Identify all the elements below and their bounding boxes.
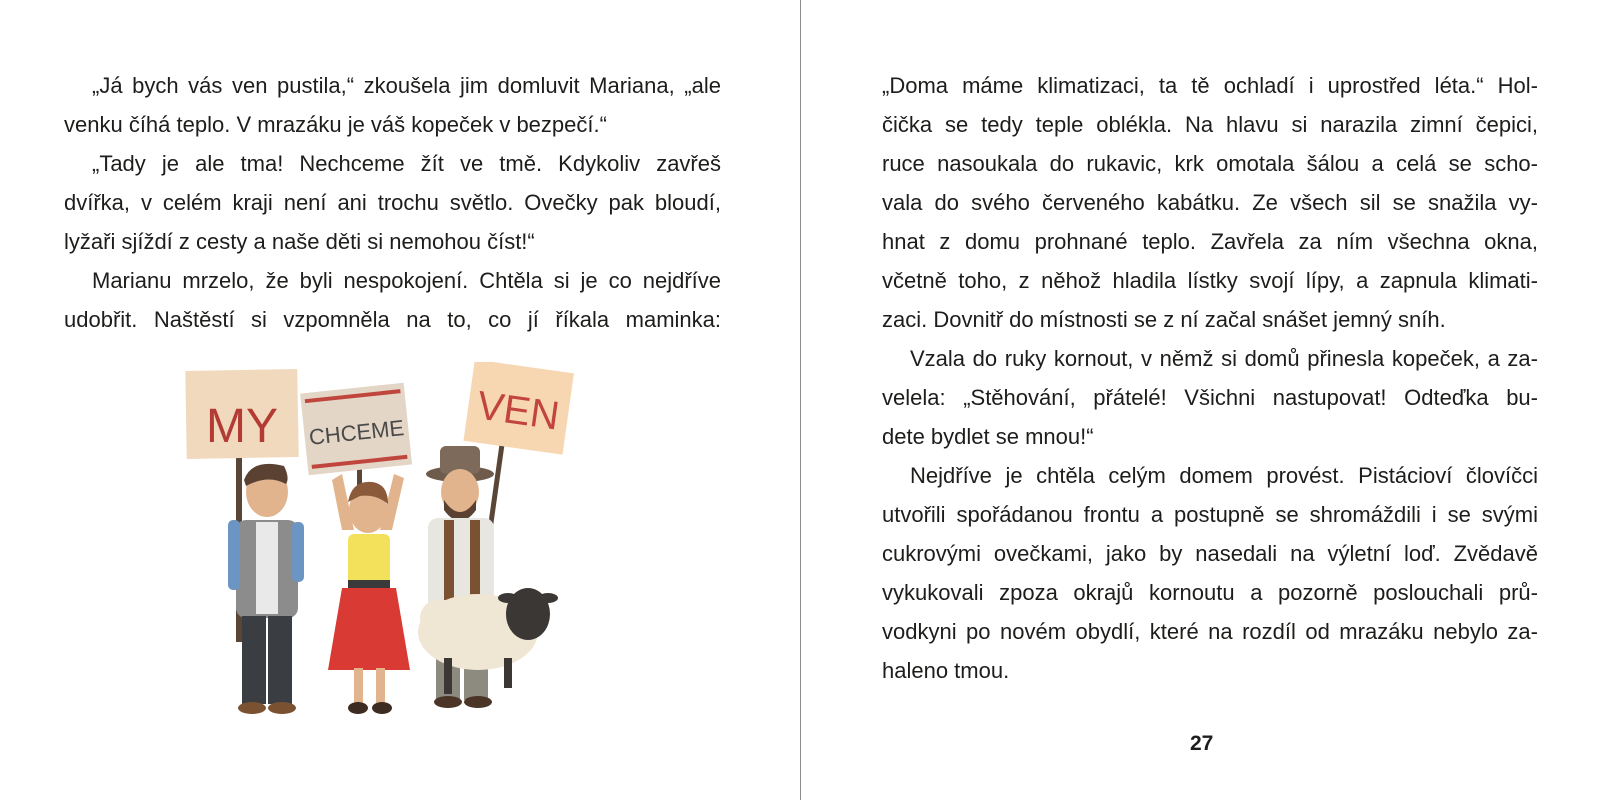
text-line: Marianu mrzelo, že byli nespokojení. Chtěla si je co nejdříve [92,268,721,293]
text-line: „Doma máme klimatizaci, ta tě ochladí i uprostřed léta.“ Hol- [882,73,1538,98]
sign-my [185,369,299,459]
text-line: venku číhá teplo. V mrazáku je váš kopeček v bezpečí.“ [64,112,607,137]
page-number: 27 [1190,732,1214,755]
text-line: ruce nasoukala do rukavic, krk omotala šálou a celá se scho- [882,151,1538,176]
text-line: hnat z domu prohnané teplo. Zavřela za ním všechna okna, [882,229,1538,254]
text-line: vodkyni po novém obydlí, které na rozdíl od mrazáku nebylo za- [882,619,1538,644]
text-line: „Tady je ale tma! Nechceme žít ve tmě. Kdykoliv zavřeš [92,151,721,176]
text-line: vala do svého červeného kabátku. Ze všech sil se snažila vy- [882,190,1538,215]
girl-figure [328,474,410,714]
sign-chceme-label: CHCEME [307,415,406,450]
text-line: dvířka, v celém kraji není ani trochu světlo. Ovečky pak bloudí, [64,190,721,215]
text-line: udobřit. Naštěstí si vzpomněla na to, co jí říkala maminka: [64,307,721,332]
sign-chceme [300,383,412,475]
sign-my-label: MY [206,400,278,453]
text-line: zaci. Dovnitř do místnosti se z ní začal snášet jemný sníh. [882,307,1446,332]
left-page-text [64,66,721,339]
text-line: Vzala do ruky kornout, v němž si domů přinesla kopeček, a za- [910,346,1538,371]
right-page-text [882,66,1538,690]
text-line: utvořili spořádanou frontu a postupně se shromáždili i se svými [882,502,1538,527]
text-line: včetně toho, z něhož hladila lístky svojí lípy, a zapnula klimati- [882,268,1538,293]
text-line: velela: „Stěhování, přátelé! Všichni nastupovat! Odteďka bu- [882,385,1538,410]
text-line: lyžaři sjíždí z cesty a naše děti si nemohou číst!“ [64,229,535,254]
text-line: Nejdříve je chtěla celým domem provést. Pistácioví človíčci [910,463,1538,488]
sign-ven-label: VEN [474,383,562,439]
text-line: dete bydlet se mnou!“ [882,424,1094,449]
text-line: čička se tedy teple oblékla. Na hlavu si narazila zimní čepici, [882,112,1538,137]
right-page [802,0,1599,800]
text-line: vykukovali zpoza okrajů kornoutu a pozorně poslouchali prů- [882,580,1538,605]
protest-illustration [182,362,582,742]
text-line: „Já bych vás ven pustila,“ zkoušela jim domluvit Mariana, „ale [92,73,721,98]
text-line: cukrovými ovečkami, jako by nasedali na výletní loď. Zvědavě [882,541,1538,566]
text-line: haleno tmou. [882,658,1010,683]
page-gutter [800,0,801,800]
sign-ven [463,362,573,455]
